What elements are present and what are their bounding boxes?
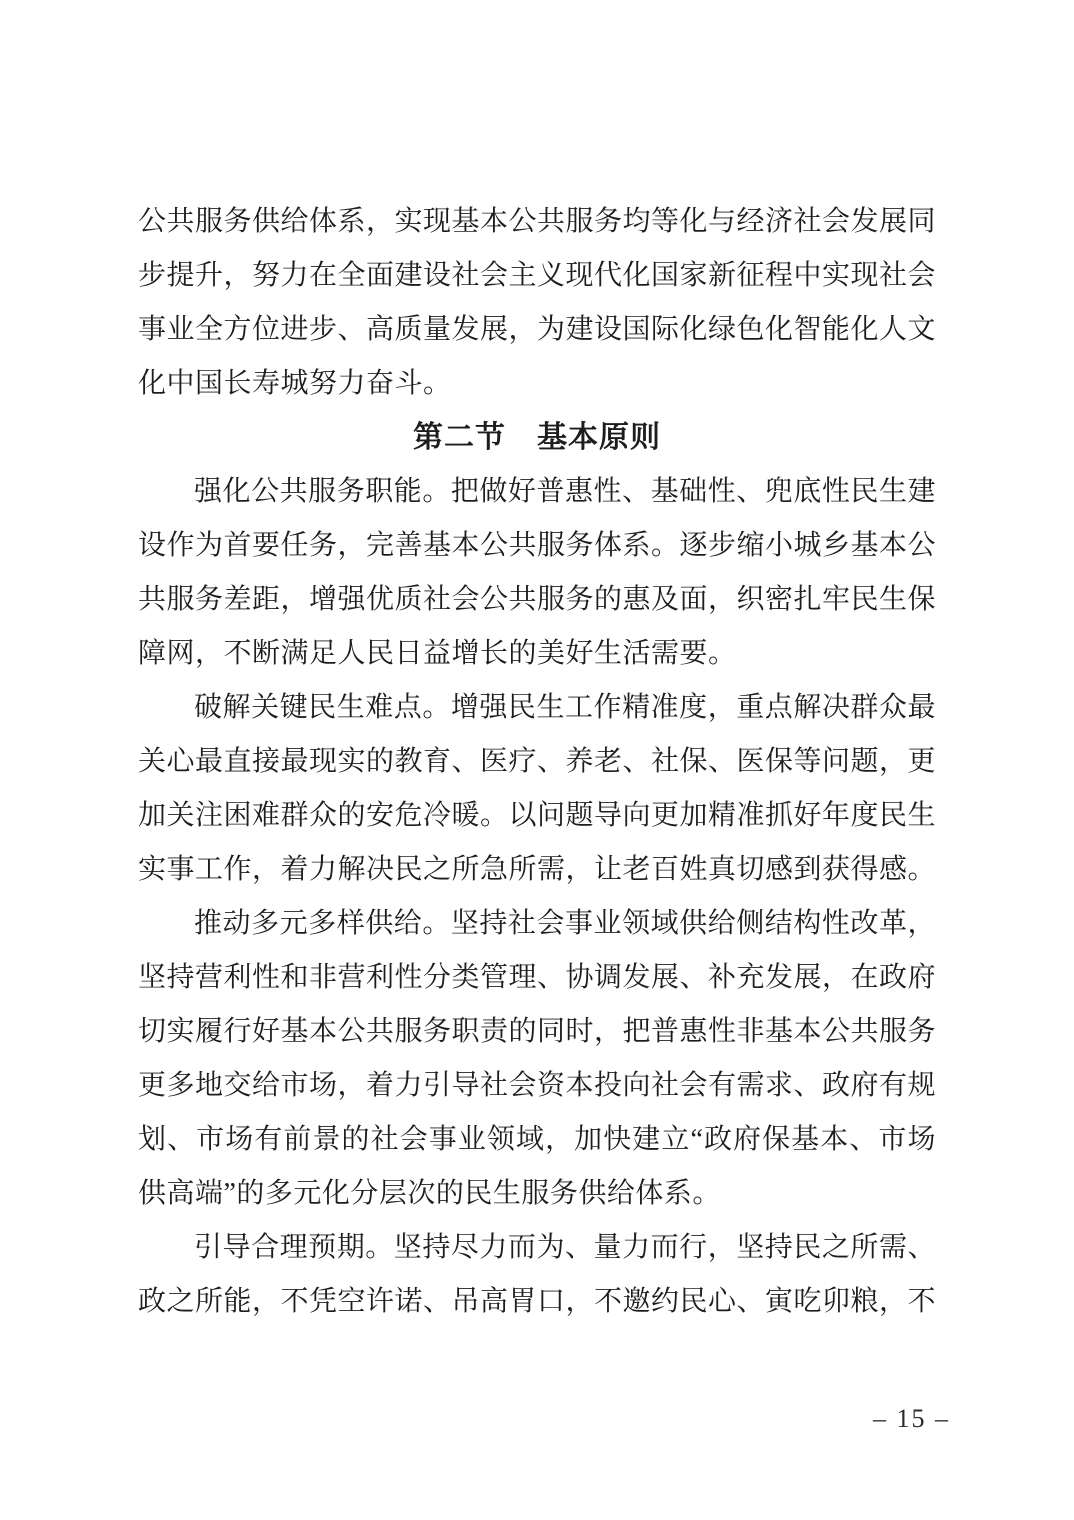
page-number-label: – 15 – [873,1404,950,1433]
text-line: 障网，不断满足人民日益增长的美好生活需要。 [138,638,737,669]
text-line: 更多地交给市场，着力引导社会资本投向社会有需求、政府有规 [138,1070,937,1101]
section-heading: 第二节 基本原则 [413,421,661,454]
text-line: 共服务差距，增强优质社会公共服务的惠及面，织密扎牢民生保 [138,584,937,615]
text-line: 切实履行好基本公共服务职责的同时，把普惠性非基本公共服务 [138,1016,937,1047]
text-line: 供高端”的多元化分层次的民生服务供给体系。 [138,1178,721,1209]
text-line: 实事工作，着力解决民之所急所需，让老百姓真切感到获得感。 [138,854,937,885]
text-line: 政之所能，不凭空许诺、吊高胃口，不邀约民心、寅吃卯粮，不 [138,1286,937,1317]
text-line: 破解关键民生难点。增强民生工作精准度，重点解决群众最 [194,692,936,723]
text-line: 步提升，努力在全面建设社会主义现代化国家新征程中实现社会 [138,260,937,291]
text-line: 设作为首要任务，完善基本公共服务体系。逐步缩小城乡基本公 [138,530,937,561]
text-line: 引导合理预期。坚持尽力而为、量力而行，坚持民之所需、 [194,1232,936,1263]
page-body [138,195,936,1329]
text-line: 推动多元多样供给。坚持社会事业领域供给侧结构性改革， [194,908,936,939]
text-line: 事业全方位进步、高质量发展，为建设国际化绿色化智能化人文 [138,314,937,345]
text-line: 化中国长寿城努力奋斗。 [138,368,452,399]
page-number [873,1402,950,1436]
text-line: 加关注困难群众的安危冷暖。以问题导向更加精准抓好年度民生 [138,800,937,831]
text-line: 坚持营利性和非营利性分类管理、协调发展、补充发展，在政府 [138,962,937,993]
text-line: 公共服务供给体系，实现基本公共服务均等化与经济社会发展同 [138,206,937,237]
text-line: 强化公共服务职能。把做好普惠性、基础性、兜底性民生建 [194,476,936,507]
text-line: 关心最直接最现实的教育、医疗、养老、社保、医保等问题，更 [138,746,937,777]
text-line: 划、市场有前景的社会事业领域，加快建立“政府保基本、市场 [138,1124,936,1155]
